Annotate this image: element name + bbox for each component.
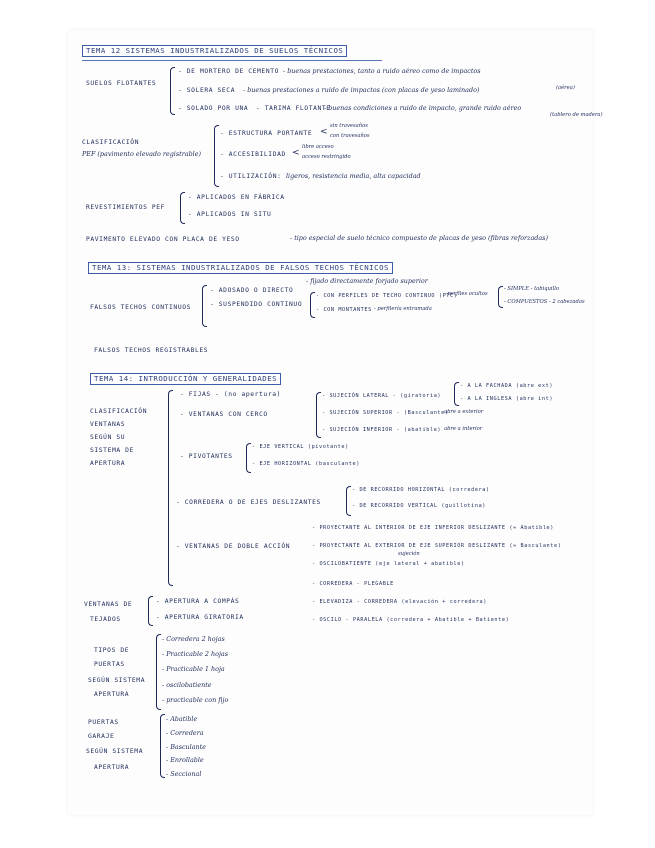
recorrido-horizontal: - DE RECORRIDO HORIZONTAL (corredera) [352,487,490,493]
puertas-label-1: TIPOS DE [94,647,130,654]
doble-item-1: - PROYECTANTE AL INTERIOR DE EJE INFERIOR DESLIZANTE (≈ Abatible) [312,525,555,531]
sujecion-superior: - SUJECIÓN SUPERIOR - (Basculante) [322,410,449,416]
solera-extra: (aérea) [556,85,575,91]
garaje-label-3: SEGÚN SISTEMA [86,748,144,755]
solera-note: - buenas prestaciones a ruido de impactos (con placas de yeso laminado) [243,86,480,94]
suspendido-item: - SUSPENDIDO CONTINUO [210,301,303,308]
puertas-label-3: SEGÚN SISTEMA [88,677,146,684]
pavimento-label: PAVIMENTO ELEVADO CON PLACA DE YESO [86,236,240,243]
tejados-label-1: VENTANAS DE [84,601,133,608]
acceso-restringido: acceso restringido [302,154,351,160]
corredera-item: - CORREDERA O DE EJES DESLIZANTES [176,499,321,506]
tarima-item: - TARIMA FLOTANTE [256,105,331,112]
garaje-tipo-3: - Basculante [166,743,206,751]
sujecion-inferior: - SUJECIÓN INFERIOR - (abatible) [322,427,442,433]
montantes-note: - perfilería entramada [374,306,432,312]
techos-continuos-label: FALSOS TECHOS CONTINUOS [90,304,191,311]
brace [202,285,207,327]
brace [160,714,165,778]
garaje-label-4: APERTURA [94,764,130,771]
brace [316,392,321,438]
puertas-label-2: PUERTAS [94,661,125,668]
revest-in-situ: - APLICADOS IN SITU [188,211,272,218]
compuestos-item: - COMPUESTOS - 2 cabezadas [504,299,585,305]
utilizacion-item: - UTILIZACIÓN: [220,173,282,180]
clasif-ventanas-label-3: SEGÚN SU [90,434,126,441]
brace [156,634,161,710]
brace [454,382,459,406]
brace [498,286,503,308]
brace [346,486,351,516]
garaje-tipo-1: - Abatible [166,715,198,723]
garaje-label-2: GARAJE [88,733,115,740]
mortero-note: - buenas prestaciones, tanto a ruido aéreo como de impactos [283,67,481,75]
sin-travesanos: sin travesaños [330,123,368,129]
doble-item-5: - ELEVADIZA - CORREDERA (elevación + corredera) [312,599,487,605]
tarima-note: - buenas condiciones a ruido de impacto, grande ruido aéreo [324,104,522,112]
brace [168,390,173,586]
solado-prefix: - SOLADO POR UNA [178,105,249,112]
puerta-tipo-1: - Corredera 2 hojas [162,635,225,643]
puerta-tipo-3: - Practicable 1 hoja [162,665,225,673]
adosado-item: - ADOSADO O DIRECTO [210,287,294,294]
tejados-label-2: TEJADOS [90,616,121,623]
doble-item-2: - PROYECTANTE AL EXTERIOR DE EJE SUPERIOR DESLIZANTE (≈ Basculante) [312,543,562,549]
tema12-title: TEMA 12 SISTEMAS INDUSTRIALIZADOS DE SUELOS TÉCNICOS [82,45,347,57]
montantes-item: - CON MONTANTES [316,307,372,313]
con-travesanos: con travesaños [330,133,370,139]
notebook-page [68,30,603,815]
pivotantes-item: - PIVOTANTES [180,453,233,460]
brace [180,192,185,224]
less-than-sign: < [292,148,300,158]
puerta-tipo-4: - oscilobatiente [162,681,212,689]
utilizacion-note: ligeros, resistencia media, alta capacidad [286,172,421,180]
apertura-giratoria: - APERTURA GIRATORIA [156,614,244,621]
mortero-item: - DE MORTERO DE CEMENTO [178,68,279,75]
pavimento-note: - tipo especial de suelo técnico compuesto de placas de yeso (fibras reforzadas) [290,234,548,242]
underline [82,60,382,61]
apertura-compas: - APERTURA A COMPÁS [156,598,240,605]
a-la-inglesa: - A LA INGLESA (abre int) [460,396,554,402]
revestimientos-label: REVESTIMIENTOS PEF [86,204,166,211]
clasif-ventanas-label-2: VENTANAS [90,421,126,428]
doble-item-3: - OSCILOBATIENTE (eje lateral + abatible) [312,561,465,567]
eje-horizontal: - EJE HORIZONTAL (basculante) [252,461,360,467]
simple-item: - SIMPLE - tabiquillo [504,286,560,292]
garaje-tipo-2: - Corredera [166,729,204,737]
sujecion-inferior-note: abre a interior [444,426,483,432]
revest-fabrica: - APLICADOS EN FÁBRICA [188,194,285,201]
fijas-item: - FIJAS - (no apertura) [180,391,281,398]
brace [310,292,315,318]
puertas-label-4: APERTURA [94,691,130,698]
clasif-ventanas-label-5: APERTURA [90,460,126,467]
brace [246,443,251,473]
accesibilidad-item: - ACCESIBILIDAD [220,151,286,158]
libre-acceso: libre acceso [302,144,334,150]
clasificacion-label: CLASIFICACIÓN [82,139,140,146]
tema14-title: TEMA 14: INTRODUCCIÓN Y GENERALIDADES [90,373,281,385]
eje-vertical: - EJE VERTICAL (pivotante) [252,444,349,450]
garaje-tipo-5: - Seccional [166,770,202,778]
clasif-ventanas-label-1: CLASIFICACIÓN [90,408,148,415]
estructura-item: - ESTRUCTURA PORTANTE [220,130,313,137]
ptc-item: - CON PERFILES DE TECHO CONTINUO (PTC) [316,293,458,299]
adosado-note: - fijado directamente forjado superior [306,277,428,285]
less-than-sign: < [320,127,328,137]
techos-registrables-label: FALSOS TECHOS REGISTRABLES [94,347,209,354]
sujecion-superior-note: abre a exterior [444,409,484,415]
tema13-title: TEMA 13: SISTEMAS INDUSTRIALIZADOS DE FALSOS TECHOS TÉCNICOS [88,262,393,274]
doble-item-6: - OSCILO - PARALELA (corredera + Abatible + Batiente) [312,617,510,623]
doble-item-4: - CORREDERA - PLEGABLE [312,581,394,587]
tarima-extra: (tablero de madera) [550,112,603,118]
brace [148,596,153,626]
brace [170,67,175,115]
brace [214,125,219,187]
suelos-flotantes-label: SUELOS FLOTANTES [86,80,157,87]
a-la-francesa: - A LA FACHADA (abre ext) [460,383,554,389]
recorrido-vertical: - DE RECORRIDO VERTICAL (guillotina) [352,503,487,509]
clasif-ventanas-label-4: SISTEMA DE [90,447,134,454]
cerco-item: - VENTANAS CON CERCO [180,411,268,418]
ptc-note: - perfiles ocultos [444,291,488,297]
sujecion-small: sujeción [398,551,420,557]
doble-accion-item: - VENTANAS DE DOBLE ACCIÓN [176,543,291,550]
pef-label: PEF (pavimento elevado registrable) [82,150,201,158]
sujecion-lateral: - SUJECIÓN LATERAL - (giratoria) [322,393,442,399]
garaje-tipo-4: - Enrollable [166,756,204,764]
garaje-label-1: PUERTAS [88,719,119,726]
solera-item: - SOLERA SECA [178,87,236,94]
puerta-tipo-5: - practicable con fijo [162,696,229,704]
puerta-tipo-2: - Practicable 2 hojas [162,650,229,658]
